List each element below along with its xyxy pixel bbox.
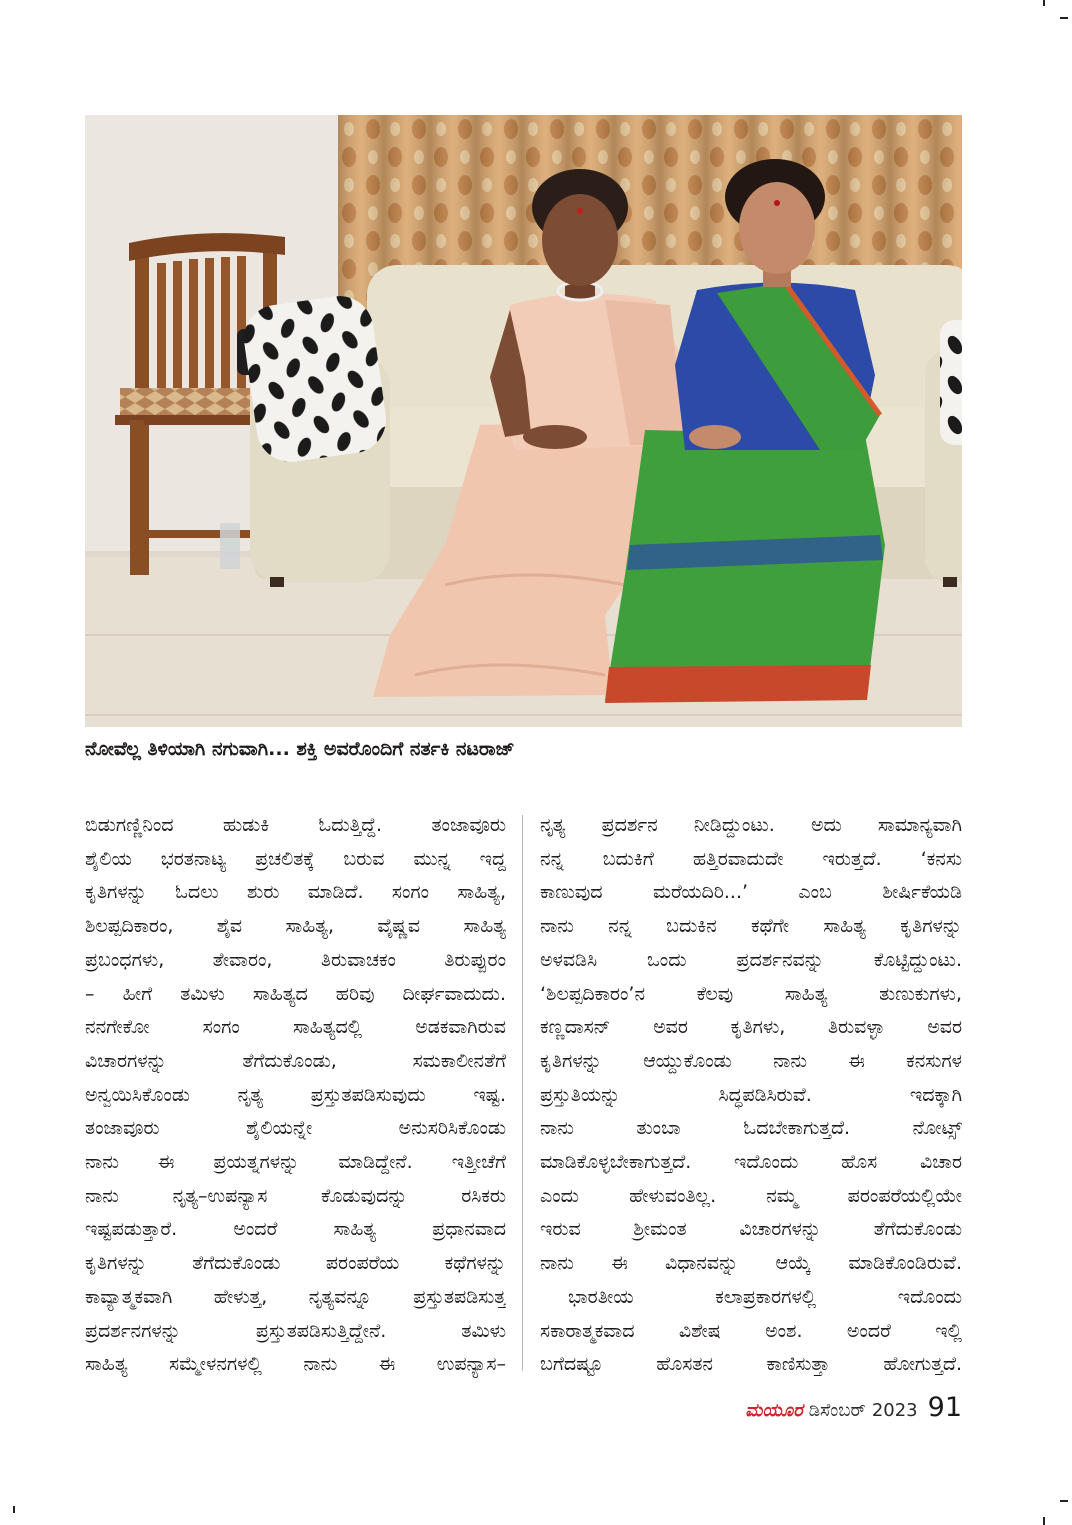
page-footer	[745, 1392, 962, 1428]
cushion	[940, 320, 962, 445]
text-line: ನಾನು ನೃತ್ಯ–ಉಪನ್ಯಾಸ ಕೊಡುವುದನ್ನು ರಸಿಕರು	[85, 1184, 506, 1207]
issue-year: 2023	[871, 1400, 918, 1421]
text-line: ಬಗೆದಷ್ಟೂ ಹೊಸತನ ಕಾಣಿಸುತ್ತಾ ಹೋಗುತ್ತದೆ.	[540, 1353, 962, 1376]
text-line: ಪ್ರಬಂಧಗಳು, ತೇವಾರಂ, ತಿರುವಾಚಕಂ ತಿರುಪ್ಪುರಂ	[85, 948, 506, 971]
crop-mark-bottom-right-vertical	[1043, 1517, 1045, 1525]
column-divider	[522, 815, 523, 1371]
text-line: ನನಗೇಕೋ ಸಂಗಂ ಸಾಹಿತ್ಯದಲ್ಲಿ ಅಡಕವಾಗಿರುವ	[85, 1016, 506, 1039]
text-line: ಕೃತಿಗಳನ್ನು ತೆಗೆದುಕೊಂಡು ಪರಂಪರೆಯ ಕಥೆಗಳನ್ನು	[85, 1252, 506, 1275]
text-line: ಕೃತಿಗಳನ್ನು ಆಯ್ದುಕೊಂಡು ನಾನು ಈ ಕನಸುಗಳ	[540, 1049, 962, 1072]
text-line: ನನ್ನ ಬದುಕಿಗೆ ಹತ್ತಿರವಾದುದೇ ಇರುತ್ತದೆ. ‘ಕನಸು	[540, 847, 962, 870]
text-line: ಪ್ರಸ್ತುತಿಯನ್ನು ಸಿದ್ಧಪಡಿಸಿರುವೆ. ಇದಕ್ಕಾಗಿ	[540, 1083, 962, 1106]
text-line: ಸಕಾರಾತ್ಮಕವಾದ ವಿಶೇಷ ಅಂಶ. ಅಂದರೆ ಇಲ್ಲಿ	[540, 1319, 962, 1342]
text-line: ಕಾಣುವುದ ಮರೆಯದಿರಿ...’ ಎಂಬ ಶೀರ್ಷಿಕೆಯಡಿ	[540, 881, 962, 904]
text-line: ಅನ್ವಯಿಸಿಕೊಂಡು ನೃತ್ಯ ಪ್ರಸ್ತುತಪಡಿಸುವುದು ಇಷ್ಟ.	[85, 1083, 506, 1106]
text-line: – ಹೀಗೆ ತಮಿಳು ಸಾಹಿತ್ಯದ ಹರಿವು ದೀರ್ಘವಾದುದು.	[85, 982, 506, 1005]
crop-mark-top-right-vertical	[1043, 0, 1045, 6]
article-column-left	[85, 809, 506, 1382]
text-line: ವಿಚಾರಗಳನ್ನು ತೆಗೆದುಕೊಂಡು, ಸಮಕಾಲೀನತೆಗೆ	[85, 1049, 506, 1072]
text-line: ಎಂದು ಹೇಳುವಂತಿಲ್ಲ. ನಮ್ಮ ಪರಂಪರೆಯಲ್ಲಿಯೇ	[540, 1184, 962, 1207]
article-photo	[85, 115, 962, 727]
text-line: ಇರುವ ಶ್ರೀಮಂತ ವಿಚಾರಗಳನ್ನು ತೆಗೆದುಕೊಂಡು	[540, 1218, 962, 1241]
text-line: ಶೈಲಿಯ ಭರತನಾಟ್ಯ ಪ್ರಚಲಿತಕ್ಕೆ ಬರುವ ಮುನ್ನ ಇದ್ದ	[85, 847, 506, 870]
text-line: ಕಣ್ಣದಾಸನ್ ಅವರ ಕೃತಿಗಳು, ತಿರುವಳ್ಳಾ ಅವರ	[540, 1016, 962, 1039]
photo-illustration	[85, 115, 962, 727]
photo-caption: ನೋವೆಲ್ಲ ತಿಳಿಯಾಗಿ ನಗುವಾಗಿ... ಶಕ್ತಿ ಅವರೊಂದಿಗೆ ನರ್ತಕಿ ನಟರಾಜ್	[85, 738, 515, 760]
text-line: ಕೃತಿಗಳನ್ನು ಓದಲು ಶುರು ಮಾಡಿದೆ. ಸಂಗಂ ಸಾಹಿತ್ಯ,	[85, 881, 506, 904]
page-number: 91	[927, 1392, 962, 1423]
text-line: ತಂಜಾವೂರು ಶೈಲಿಯನ್ನೇ ಅನುಸರಿಸಿಕೊಂಡು	[85, 1117, 506, 1140]
paragraph-start-line: ಭಾರತೀಯ ಕಲಾಪ್ರಕಾರಗಳಲ್ಲಿ ಇದೊಂದು	[568, 1285, 962, 1308]
glass	[220, 523, 240, 569]
text-line: ಅಳವಡಿಸಿ ಒಂದು ಪ್ರದರ್ಶನವನ್ನು ಕೊಟ್ಟಿದ್ದುಂಟು.	[540, 948, 962, 971]
text-line: ಸಾಹಿತ್ಯ ಸಮ್ಮೇಳನಗಳಲ್ಲಿ ನಾನು ಈ ಉಪನ್ಯಾಸ–	[85, 1353, 506, 1376]
text-line: ಪ್ರದರ್ಶನಗಳನ್ನು ಪ್ರಸ್ತುತಪಡಿಸುತ್ತಿದ್ದೇನೆ. ತಮಿಳು	[85, 1319, 506, 1342]
text-line: ಇಷ್ಟಪಡುತ್ತಾರೆ. ಅಂದರೆ ಸಾಹಿತ್ಯ ಪ್ರಧಾನವಾದ	[85, 1218, 506, 1241]
crop-mark-bottom-right-horizontal	[1060, 1500, 1068, 1502]
crop-mark-top-right-horizontal	[1060, 17, 1068, 19]
text-line: ಬಿಡುಗಣ್ಣಿನಿಂದ ಹುಡುಕಿ ಓದುತ್ತಿದ್ದೆ. ತಂಜಾವೂರು	[85, 814, 506, 836]
text-line: ನಾನು ಈ ವಿಧಾನವನ್ನು ಆಯ್ಕೆ ಮಾಡಿಕೊಂಡಿರುವೆ.	[540, 1252, 962, 1275]
magazine-logo: ಮಯೂರ	[745, 1400, 803, 1421]
text-line: ನಾನು ತುಂಬಾ ಓದಬೇಕಾಗುತ್ತದೆ. ನೋಟ್ಸ್	[540, 1117, 962, 1140]
text-line: ನೃತ್ಯ ಪ್ರದರ್ಶನ ನೀಡಿದ್ದುಂಟು. ಅದು ಸಾಮಾನ್ಯವಾಗಿ	[540, 814, 962, 836]
issue-month: ಡಿಸೆಂಬರ್	[808, 1400, 866, 1421]
cushion	[240, 292, 391, 467]
text-line: ಮಾಡಿಕೊಳ್ಳಬೇಕಾಗುತ್ತದೆ. ಇದೊಂದು ಹೊಸ ವಿಚಾರ	[540, 1151, 962, 1174]
article-column-right	[540, 809, 962, 1382]
text-line: ನಾನು ಈ ಪ್ರಯತ್ನಗಳನ್ನು ಮಾಡಿದ್ದೇನೆ. ಇತ್ತೀಚೆಗೆ	[85, 1151, 506, 1174]
text-line: ಶಿಲಪ್ಪದಿಕಾರಂ, ಶೈವ ಸಾಹಿತ್ಯ, ವೈಷ್ಣವ ಸಾಹಿತ್ಯ	[85, 915, 506, 938]
crop-mark-bottom-left-vertical	[13, 1506, 15, 1513]
text-line: ನಾನು ನನ್ನ ಬದುಕಿನ ಕಥೆಗೇ ಸಾಹಿತ್ಯ ಕೃತಿಗಳನ್ನು	[540, 915, 962, 938]
text-line: ಕಾವ್ಯಾತ್ಮಕವಾಗಿ ಹೇಳುತ್ತ, ನೃತ್ಯವನ್ನೂ ಪ್ರಸ್ತುತಪಡಿಸುತ್ತ	[85, 1285, 506, 1308]
text-line: ‘ಶಿಲಪ್ಪದಿಕಾರಂ’ನ ಕೆಲವು ಸಾಹಿತ್ಯ ತುಣುಕುಗಳು,	[540, 982, 962, 1005]
